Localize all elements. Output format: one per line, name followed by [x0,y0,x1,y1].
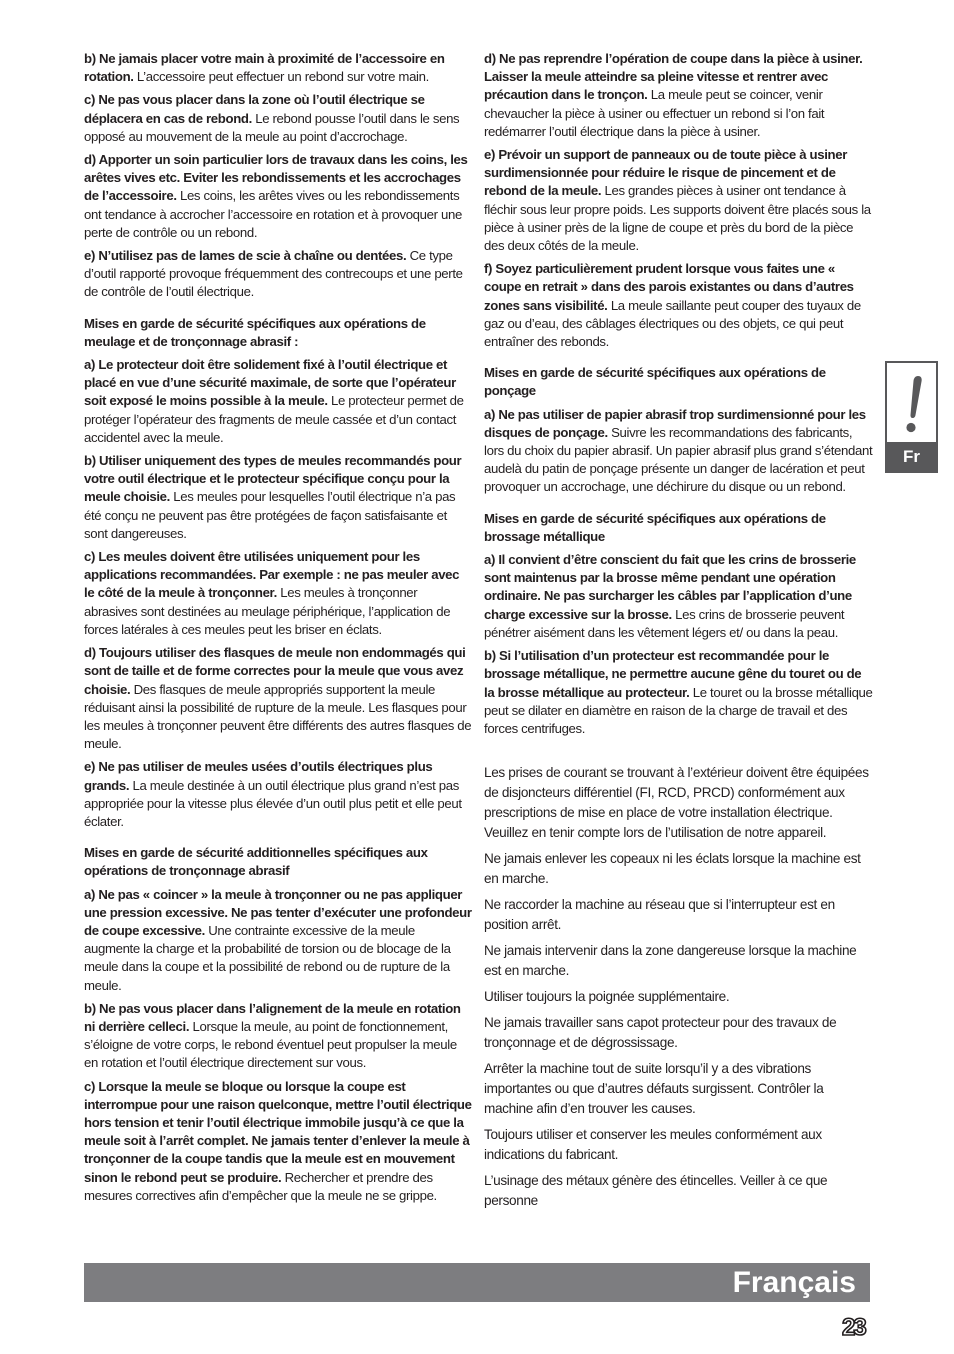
left-column [84,50,472,1210]
warning-body: Ce type d’outil rapporté provoque fréquemment des contrecoups et une perte de contrôle de l’outil électrique. [84,248,463,300]
warning-body: L’accessoire peut effectuer un rebond sur votre main. [133,69,429,85]
warning-body: Le rebond pousse l’outil dans le sens opposé au mouvement de la meule au point d’accrochage. [84,110,460,144]
warning-body: Les meules à tronçonner abrasives sont destinées au meulage périphérique, l’application de forces latérales à ces meules peut les briser en éclats. [84,585,451,637]
warning-body: Les coins, les arêtes vives ou les rebondissements ont tendance à accrocher l’accessoire en rotation et à provoquer une perte de contrôle ou un rebond. [84,188,462,240]
warning-paragraph [84,91,472,146]
warning-paragraph [84,356,472,447]
warning-exclamation-icon [887,363,936,442]
instruction-paragraph: Les prises de courant se trouvant à l’extérieur doivent être équipées de disjoncteurs différentiel (FI, RCD, PRCD) conformément aux prescriptions de mise en place de votre installation électrique. Veuillez en tenir compte lors de l’utilisation de notre appareil. [484,765,869,841]
warning-lead: c) Les meules doivent être utilisées uniquement pour les applications recommandées. Par exemple : ne pas meuler avec le côté de la meule à tronçonner. [84,549,460,601]
warning-lead: e) N’utilisez pas de lames de scie à chaîne ou dentées. [84,248,407,264]
section-heading: Mises en garde de sécurité spécifiques aux opérations de brossage métallique [484,510,826,544]
warning-lead: c) Lorsque la meule se bloque ou lorsque la coupe est interrompue pour une raison quelconque, mettre l’outil électrique hors tension et tenir l’outil électrique immobile jusqu’à ce que la meule soit à l’arrêt complet. Ne jamais tenter d’enlever la meule à tronçonner de la coupe tandis que la meule est en mouvement sinon le rebond peut se produire. [84,1078,472,1185]
warning-paragraph [84,1000,472,1073]
warning-lead: e) Prévoir un support de panneaux ou de toute pièce à usiner surdimensionnée pour réduire le risque de pincement et de rebond de la meule. [484,147,847,199]
warning-lead: a) Le protecteur doit être solidement fixé à l’outil électrique et placé en vue d’une sécurité maximale, de sorte que l’opérateur soit exposé le moins possible à la meule. [84,357,456,409]
instruction-paragraph: Toujours utiliser et conserver les meules conformément aux indications du fabricant. [484,1127,822,1163]
warning-paragraph [484,551,874,642]
warning-body: Lorsque la meule, au point de fonctionnement, s’éloigne de votre corps, le rebond éventuel peut propulser la meule en rotation et l’outil électrique directement sur vous. [84,1018,457,1071]
section-heading: Mises en garde de sécurité spécifiques aux opérations de ponçage [484,365,826,399]
instruction-paragraph: Ne jamais intervenir dans la zone dangereuse lorsque la machine est en marche. [484,943,857,979]
warning-lead: a) Il convient d’être conscient du fait que les crins de brosserie sont maintenus par la brosse même pendant une opération ordinaire. Ne pas surcharger les câbles par l’application d’une charge excessive sur la brosse. [484,552,856,622]
warning-body: Suivre les recommandations des fabricants, lors du choix du papier abrasif. Un papier abrasif plus grand s’étendant audelà du patin de ponçage présente un danger de lacération et peut provoquer un accrochage, une déchirure du disque ou un rebond. [484,424,873,495]
warning-body: La meule peut se coincer, venir chevaucher la pièce à usiner ou effectuer un rebond si l’on fait redémarrer l’outil électrique dans la pièce à usiner. [484,87,825,139]
warning-paragraph [84,50,472,86]
section-heading: Mises en garde de sécurité spécifiques aux opérations de meulage et de tronçonnage abrasif : [84,315,426,349]
warning-paragraph [84,758,472,831]
warning-paragraph [484,50,874,141]
page-number: 23 [842,1314,865,1341]
warning-body: Le touret ou la brosse métallique peut se dilater en diamètre en raison de la charge de travail et des forces centrifuges. [484,684,873,736]
warning-paragraph [84,452,472,543]
language-code: Fr [903,447,920,466]
warning-lead: d) Ne pas reprendre l’opération de coupe dans la pièce à usiner. Laisser la meule atteindre sa pleine vitesse et rentrer avec précaution dans le tronçon. [484,51,863,103]
warning-lead: b) Utiliser uniquement des types de meules recommandés pour votre outil électrique et le protecteur spécifique conçu pour la meule choisie. [84,453,462,505]
instruction-paragraph: Utiliser toujours la poignée supplémentaire. [484,989,730,1005]
section-heading: Mises en garde de sécurité additionnelles spécifiques aux opérations de tronçonnage abrasif [84,845,428,879]
warning-paragraph [84,548,472,639]
warning-paragraph [84,151,472,242]
instruction-paragraph: Ne raccorder la machine au réseau que si l’interrupteur est en position arrêt. [484,897,835,933]
warning-body: Rechercher et prendre des mesures correctives afin d’empêcher que la meule ne se grippe. [84,1169,437,1203]
warning-lead: d) Toujours utiliser des flasques de meule non endommagés qui sont de taille et de forme correctes pour la meule que vous avez choisie. [84,645,466,697]
warning-lead: e) Ne pas utiliser de meules usées d’outils électriques plus grands. [84,759,433,793]
warning-body: Les meules pour lesquelles l’outil électrique n’a pas été conçu ne peuvent pas être protégées de façon satisfaisante et sont dangereuses. [84,489,456,541]
warning-body: Une contrainte excessive de la meule augmente la charge et la probabilité de torsion ou de blocage de la meule dans la coupe et la possibilité de rebond ou de rupture de la meule. [84,922,451,993]
warning-body: Des flasques de meule appropriés supportent la meule réduisant ainsi la possibilité de rupture de la meule. Les flasques pour les meules à tronçonner peuvent être différents des autres flasques de meule. [84,681,472,752]
warning-lead: a) Ne pas utiliser de papier abrasif trop surdimensionné pour les disques de ponçage. [484,406,866,440]
footer-language-title: Français [732,1266,856,1299]
warning-lead: b) Si l’utilisation d’un protecteur est recommandée pour le brossage métallique, ne permettre aucune gêne du touret ou de la brosse métallique au protecteur. [484,648,862,700]
warning-paragraph [484,406,874,497]
warning-paragraph [84,247,472,302]
warning-paragraph [84,1078,472,1205]
footer-language-bar [84,1263,870,1302]
warning-paragraph [84,644,472,753]
warning-lead: b) Ne pas vous placer dans l’alignement de la meule en rotation ni derrière celleci. [84,1000,461,1034]
right-column [484,50,874,1217]
warning-lead: b) Ne jamais placer votre main à proximité de l’accessoire en rotation. [84,51,445,85]
warning-lead: c) Ne pas vous placer dans la zone où l’outil électrique se déplacera en cas de rebond. [84,92,425,126]
instruction-paragraph: Ne jamais travailler sans capot protecteur pour des travaux de tronçonnage et de dégrossissage. [484,1015,837,1051]
warning-paragraph [484,146,874,255]
warning-paragraph [484,260,874,351]
warning-lead: f) Soyez particulièrement prudent lorsque vous faites une « coupe en retrait » dans des parois existantes ou dans d’autres zones sans visibilité. [484,261,854,313]
section-spacer [484,743,874,763]
instruction-paragraph: Ne jamais enlever les copeaux ni les éclats lorsque la machine est en marche. [484,851,861,887]
warning-body: La meule saillante peut couper des tuyaux de gaz ou d’eau, des câblages électriques ou des objets, ce qui peut entraîner des rebonds. [484,297,861,350]
warning-body: Le protecteur permet de protéger l’opérateur des fragments de meule cassée et d’un contact accidentel avec la meule. [84,393,464,445]
warning-paragraph [84,886,472,995]
warning-lead: a) Ne pas « coincer » la meule à tronçonner ou ne pas appliquer une pression excessive. Ne pas tenter d’exécuter une profondeur de coupe excessive. [84,886,472,938]
warning-body: La meule destinée à un outil électrique plus grand n’est pas appropriée pour la vitesse plus élevée d’un outil plus petit et elle peut éclater. [84,777,462,829]
warning-paragraph [484,647,874,738]
instruction-paragraph: Arrêter la machine tout de suite lorsqu’il y a des vibrations importantes ou que d’autres défauts surgissent. Contrôler la machine afin d’en trouver les causes. [484,1061,824,1117]
warning-body: Les grandes pièces à usiner ont tendance à fléchir sous leur propre poids. Les supports doivent être placés sous la pièce à usiner près de la ligne de coupe et près du bord de la pièce des deux côtés de la meule. [484,183,871,254]
language-side-tab [885,361,938,473]
warning-lead: d) Apporter un soin particulier lors de travaux dans les coins, les arêtes vives etc. Eviter les rebondissements et les accrochages de l’accessoire. [84,152,468,204]
instruction-paragraph: L’usinage des métaux génère des étincelles. Veiller à ce que personne [484,1173,828,1209]
warning-body: Les crins de brosserie peuvent pénétrer aisément dans les vêtement légers et/ ou dans la peau. [484,606,845,640]
